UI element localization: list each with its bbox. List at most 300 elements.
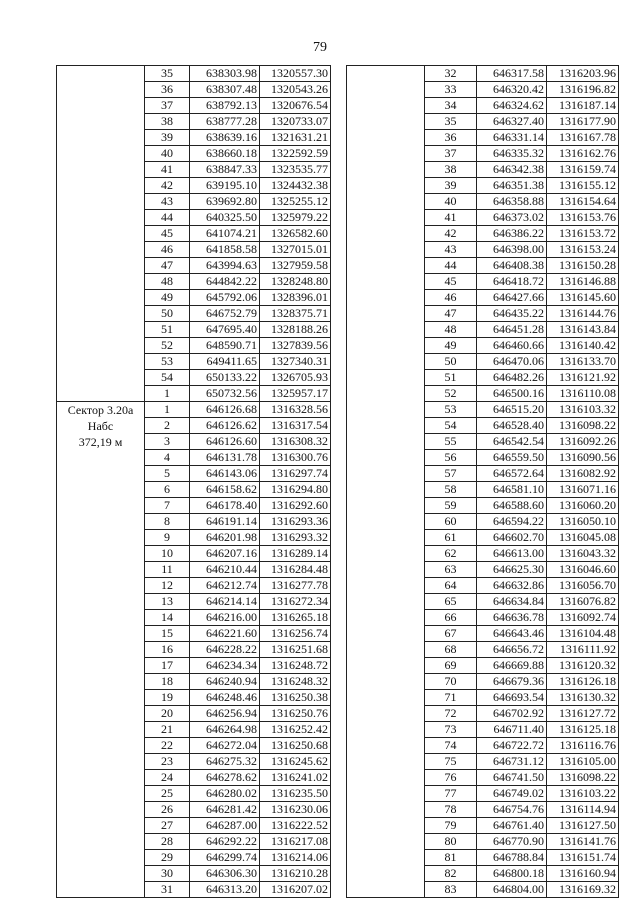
point-number-cell: 67 — [425, 626, 477, 642]
point-number-cell: 20 — [145, 706, 190, 722]
x-coordinate-cell: 646602.70 — [477, 530, 547, 546]
point-number-cell: 30 — [145, 866, 190, 882]
x-coordinate-cell: 646770.90 — [477, 834, 547, 850]
x-coordinate-cell: 646351.38 — [477, 178, 547, 194]
point-number-cell: 74 — [425, 738, 477, 754]
point-number-cell: 47 — [425, 306, 477, 322]
x-coordinate-cell: 646299.74 — [190, 850, 260, 866]
point-number-cell: 48 — [145, 274, 190, 290]
y-coordinate-cell: 1316294.80 — [260, 482, 331, 498]
x-coordinate-cell: 646500.16 — [477, 386, 547, 402]
x-coordinate-cell: 646643.46 — [477, 626, 547, 642]
x-coordinate-cell: 646761.40 — [477, 818, 547, 834]
y-coordinate-cell: 1316098.22 — [547, 418, 619, 434]
x-coordinate-cell: 646752.79 — [190, 306, 260, 322]
x-coordinate-cell: 646281.42 — [190, 802, 260, 818]
point-number-cell: 68 — [425, 642, 477, 658]
point-number-cell: 18 — [145, 674, 190, 690]
x-coordinate-cell: 646386.22 — [477, 226, 547, 242]
y-coordinate-cell: 1316133.70 — [547, 354, 619, 370]
x-coordinate-cell: 646201.98 — [190, 530, 260, 546]
y-coordinate-cell: 1316251.68 — [260, 642, 331, 658]
x-coordinate-cell: 646408.38 — [477, 258, 547, 274]
x-coordinate-cell: 646588.60 — [477, 498, 547, 514]
point-number-cell: 27 — [145, 818, 190, 834]
y-coordinate-cell: 1325255.12 — [260, 194, 331, 210]
y-coordinate-cell: 1316160.94 — [547, 866, 619, 882]
y-coordinate-cell: 1316300.76 — [260, 450, 331, 466]
y-coordinate-cell: 1316196.82 — [547, 82, 619, 98]
x-coordinate-cell: 646702.92 — [477, 706, 547, 722]
y-coordinate-cell: 1316277.78 — [260, 578, 331, 594]
y-coordinate-cell: 1316293.32 — [260, 530, 331, 546]
table-row — [347, 66, 619, 82]
x-coordinate-cell: 646126.60 — [190, 434, 260, 450]
y-coordinate-cell: 1326582.60 — [260, 226, 331, 242]
empty-label-cell — [347, 66, 425, 898]
y-coordinate-cell: 1316203.96 — [547, 66, 619, 82]
point-number-cell: 13 — [145, 594, 190, 610]
y-coordinate-cell: 1316045.08 — [547, 530, 619, 546]
x-coordinate-cell: 646711.40 — [477, 722, 547, 738]
point-number-cell: 82 — [425, 866, 477, 882]
x-coordinate-cell: 646731.12 — [477, 754, 547, 770]
x-coordinate-cell: 641858.58 — [190, 242, 260, 258]
x-coordinate-cell: 646373.02 — [477, 210, 547, 226]
x-coordinate-cell: 646292.22 — [190, 834, 260, 850]
x-coordinate-cell: 646126.68 — [190, 402, 260, 418]
y-coordinate-cell: 1320676.54 — [260, 98, 331, 114]
x-coordinate-cell: 646594.22 — [477, 514, 547, 530]
x-coordinate-cell: 646749.02 — [477, 786, 547, 802]
x-coordinate-cell: 646636.78 — [477, 610, 547, 626]
point-number-cell: 32 — [425, 66, 477, 82]
point-number-cell: 41 — [425, 210, 477, 226]
point-number-cell: 4 — [145, 450, 190, 466]
point-number-cell: 54 — [425, 418, 477, 434]
y-coordinate-cell: 1316114.94 — [547, 802, 619, 818]
x-coordinate-cell: 646214.14 — [190, 594, 260, 610]
x-coordinate-cell: 646398.00 — [477, 242, 547, 258]
x-coordinate-cell: 646143.06 — [190, 466, 260, 482]
y-coordinate-cell: 1316071.16 — [547, 482, 619, 498]
point-number-cell: 52 — [145, 338, 190, 354]
y-coordinate-cell: 1316103.22 — [547, 786, 619, 802]
table-row — [57, 402, 331, 418]
y-coordinate-cell: 1316187.14 — [547, 98, 619, 114]
point-number-cell: 50 — [425, 354, 477, 370]
x-coordinate-cell: 646572.64 — [477, 466, 547, 482]
point-number-cell: 37 — [145, 98, 190, 114]
y-coordinate-cell: 1316245.62 — [260, 754, 331, 770]
x-coordinate-cell: 646240.94 — [190, 674, 260, 690]
point-number-cell: 44 — [425, 258, 477, 274]
y-coordinate-cell: 1316177.90 — [547, 114, 619, 130]
x-coordinate-cell: 646342.38 — [477, 162, 547, 178]
point-number-cell: 5 — [145, 466, 190, 482]
x-coordinate-cell: 643994.63 — [190, 258, 260, 274]
y-coordinate-cell: 1316293.36 — [260, 514, 331, 530]
x-coordinate-cell: 646287.00 — [190, 818, 260, 834]
y-coordinate-cell: 1316308.32 — [260, 434, 331, 450]
y-coordinate-cell: 1316328.56 — [260, 402, 331, 418]
x-coordinate-cell: 648590.71 — [190, 338, 260, 354]
point-number-cell: 42 — [145, 178, 190, 194]
point-number-cell: 76 — [425, 770, 477, 786]
point-number-cell: 48 — [425, 322, 477, 338]
x-coordinate-cell: 646418.72 — [477, 274, 547, 290]
point-number-cell: 22 — [145, 738, 190, 754]
point-number-cell: 39 — [425, 178, 477, 194]
point-number-cell: 51 — [425, 370, 477, 386]
y-coordinate-cell: 1320557.30 — [260, 66, 331, 82]
point-number-cell: 25 — [145, 786, 190, 802]
x-coordinate-cell: 646335.32 — [477, 146, 547, 162]
x-coordinate-cell: 638307.48 — [190, 82, 260, 98]
x-coordinate-cell: 639195.10 — [190, 178, 260, 194]
x-coordinate-cell: 638777.28 — [190, 114, 260, 130]
y-coordinate-cell: 1316153.76 — [547, 210, 619, 226]
x-coordinate-cell: 645792.06 — [190, 290, 260, 306]
point-number-cell: 36 — [425, 130, 477, 146]
y-coordinate-cell: 1328396.01 — [260, 290, 331, 306]
point-number-cell: 35 — [145, 66, 190, 82]
y-coordinate-cell: 1326705.93 — [260, 370, 331, 386]
y-coordinate-cell: 1316127.50 — [547, 818, 619, 834]
point-number-cell: 8 — [145, 514, 190, 530]
point-number-cell: 17 — [145, 658, 190, 674]
y-coordinate-cell: 1316125.18 — [547, 722, 619, 738]
point-number-cell: 59 — [425, 498, 477, 514]
point-number-cell: 77 — [425, 786, 477, 802]
point-number-cell: 19 — [145, 690, 190, 706]
x-coordinate-cell: 646320.42 — [477, 82, 547, 98]
x-coordinate-cell: 646280.02 — [190, 786, 260, 802]
y-coordinate-cell: 1328248.80 — [260, 274, 331, 290]
point-number-cell: 75 — [425, 754, 477, 770]
point-number-cell: 43 — [145, 194, 190, 210]
y-coordinate-cell: 1316210.28 — [260, 866, 331, 882]
y-coordinate-cell: 1316230.06 — [260, 802, 331, 818]
point-number-cell: 34 — [425, 98, 477, 114]
x-coordinate-cell: 646788.84 — [477, 850, 547, 866]
point-number-cell: 50 — [145, 306, 190, 322]
point-number-cell: 11 — [145, 562, 190, 578]
y-coordinate-cell: 1316159.74 — [547, 162, 619, 178]
y-coordinate-cell: 1325979.22 — [260, 210, 331, 226]
x-coordinate-cell: 646559.50 — [477, 450, 547, 466]
point-number-cell: 45 — [145, 226, 190, 242]
y-coordinate-cell: 1316153.24 — [547, 242, 619, 258]
point-number-cell: 79 — [425, 818, 477, 834]
x-coordinate-cell: 646542.54 — [477, 434, 547, 450]
point-number-cell: 3 — [145, 434, 190, 450]
x-coordinate-cell: 646207.16 — [190, 546, 260, 562]
x-coordinate-cell: 646669.88 — [477, 658, 547, 674]
y-coordinate-cell: 1316256.74 — [260, 626, 331, 642]
x-coordinate-cell: 649411.65 — [190, 354, 260, 370]
x-coordinate-cell: 646470.06 — [477, 354, 547, 370]
y-coordinate-cell: 1324432.38 — [260, 178, 331, 194]
x-coordinate-cell: 646722.72 — [477, 738, 547, 754]
y-coordinate-cell: 1316145.60 — [547, 290, 619, 306]
x-coordinate-cell: 644842.22 — [190, 274, 260, 290]
x-coordinate-cell: 646178.40 — [190, 498, 260, 514]
y-coordinate-cell: 1316154.64 — [547, 194, 619, 210]
point-number-cell: 31 — [145, 882, 190, 898]
point-number-cell: 37 — [425, 146, 477, 162]
y-coordinate-cell: 1316289.14 — [260, 546, 331, 562]
point-number-cell: 15 — [145, 626, 190, 642]
x-coordinate-cell: 646126.62 — [190, 418, 260, 434]
y-coordinate-cell: 1316151.74 — [547, 850, 619, 866]
y-coordinate-cell: 1320543.26 — [260, 82, 331, 98]
point-number-cell: 49 — [425, 338, 477, 354]
point-number-cell: 40 — [145, 146, 190, 162]
point-number-cell: 46 — [425, 290, 477, 306]
x-coordinate-cell: 646228.22 — [190, 642, 260, 658]
point-number-cell: 53 — [145, 354, 190, 370]
point-number-cell: 21 — [145, 722, 190, 738]
y-coordinate-cell: 1316116.76 — [547, 738, 619, 754]
x-coordinate-cell: 646528.40 — [477, 418, 547, 434]
point-number-cell: 46 — [145, 242, 190, 258]
x-coordinate-cell: 646317.58 — [477, 66, 547, 82]
y-coordinate-cell: 1320733.07 — [260, 114, 331, 130]
y-coordinate-cell: 1316248.32 — [260, 674, 331, 690]
point-number-cell: 24 — [145, 770, 190, 786]
y-coordinate-cell: 1316317.54 — [260, 418, 331, 434]
x-coordinate-cell: 646306.30 — [190, 866, 260, 882]
y-coordinate-cell: 1325957.17 — [260, 386, 331, 402]
point-number-cell: 35 — [425, 114, 477, 130]
y-coordinate-cell: 1316284.48 — [260, 562, 331, 578]
y-coordinate-cell: 1316140.42 — [547, 338, 619, 354]
y-coordinate-cell: 1316120.32 — [547, 658, 619, 674]
point-number-cell: 44 — [145, 210, 190, 226]
y-coordinate-cell: 1316092.74 — [547, 610, 619, 626]
point-number-cell: 26 — [145, 802, 190, 818]
point-number-cell: 71 — [425, 690, 477, 706]
y-coordinate-cell: 1316103.32 — [547, 402, 619, 418]
point-number-cell: 64 — [425, 578, 477, 594]
point-number-cell: 78 — [425, 802, 477, 818]
point-number-cell: 81 — [425, 850, 477, 866]
point-number-cell: 38 — [425, 162, 477, 178]
y-coordinate-cell: 1316207.02 — [260, 882, 331, 898]
y-coordinate-cell: 1316150.28 — [547, 258, 619, 274]
x-coordinate-cell: 646451.28 — [477, 322, 547, 338]
x-coordinate-cell: 646581.10 — [477, 482, 547, 498]
x-coordinate-cell: 646804.00 — [477, 882, 547, 898]
point-number-cell: 36 — [145, 82, 190, 98]
point-number-cell: 61 — [425, 530, 477, 546]
point-number-cell: 52 — [425, 386, 477, 402]
point-number-cell: 16 — [145, 642, 190, 658]
y-coordinate-cell: 1316121.92 — [547, 370, 619, 386]
y-coordinate-cell: 1316169.32 — [547, 882, 619, 898]
page-number: 79 — [313, 40, 327, 55]
point-number-cell: 1 — [145, 402, 190, 418]
y-coordinate-cell: 1316292.60 — [260, 498, 331, 514]
point-number-cell: 41 — [145, 162, 190, 178]
point-number-cell: 63 — [425, 562, 477, 578]
x-coordinate-cell: 646327.40 — [477, 114, 547, 130]
point-number-cell: 40 — [425, 194, 477, 210]
point-number-cell: 80 — [425, 834, 477, 850]
y-coordinate-cell: 1316235.50 — [260, 786, 331, 802]
point-number-cell: 56 — [425, 450, 477, 466]
x-coordinate-cell: 638792.13 — [190, 98, 260, 114]
y-coordinate-cell: 1328188.26 — [260, 322, 331, 338]
y-coordinate-cell: 1316056.70 — [547, 578, 619, 594]
y-coordinate-cell: 1316076.82 — [547, 594, 619, 610]
point-number-cell: 54 — [145, 370, 190, 386]
point-number-cell: 83 — [425, 882, 477, 898]
y-coordinate-cell: 1316043.32 — [547, 546, 619, 562]
x-coordinate-cell: 638660.18 — [190, 146, 260, 162]
x-coordinate-cell: 646275.32 — [190, 754, 260, 770]
x-coordinate-cell: 646216.00 — [190, 610, 260, 626]
y-coordinate-cell: 1316250.76 — [260, 706, 331, 722]
y-coordinate-cell: 1316248.72 — [260, 658, 331, 674]
x-coordinate-cell: 646131.78 — [190, 450, 260, 466]
point-number-cell: 58 — [425, 482, 477, 498]
y-coordinate-cell: 1316162.76 — [547, 146, 619, 162]
point-number-cell: 12 — [145, 578, 190, 594]
y-coordinate-cell: 1316297.74 — [260, 466, 331, 482]
x-coordinate-cell: 646278.62 — [190, 770, 260, 786]
y-coordinate-cell: 1316110.08 — [547, 386, 619, 402]
empty-label-cell — [57, 66, 145, 402]
point-number-cell: 51 — [145, 322, 190, 338]
right-coordinate-table — [346, 65, 619, 898]
x-coordinate-cell: 646313.20 — [190, 882, 260, 898]
x-coordinate-cell: 638639.16 — [190, 130, 260, 146]
y-coordinate-cell: 1316217.08 — [260, 834, 331, 850]
point-number-cell: 1 — [145, 386, 190, 402]
table-row — [57, 66, 331, 82]
x-coordinate-cell: 646482.26 — [477, 370, 547, 386]
point-number-cell: 29 — [145, 850, 190, 866]
y-coordinate-cell: 1316272.34 — [260, 594, 331, 610]
x-coordinate-cell: 641074.21 — [190, 226, 260, 242]
y-coordinate-cell: 1316082.92 — [547, 466, 619, 482]
x-coordinate-cell: 640325.50 — [190, 210, 260, 226]
sector-label-line: Набс — [87, 419, 114, 433]
point-number-cell: 6 — [145, 482, 190, 498]
point-number-cell: 10 — [145, 546, 190, 562]
x-coordinate-cell: 646331.14 — [477, 130, 547, 146]
x-coordinate-cell: 646256.94 — [190, 706, 260, 722]
point-number-cell: 70 — [425, 674, 477, 690]
y-coordinate-cell: 1316167.78 — [547, 130, 619, 146]
y-coordinate-cell: 1323535.77 — [260, 162, 331, 178]
y-coordinate-cell: 1327015.01 — [260, 242, 331, 258]
x-coordinate-cell: 646634.84 — [477, 594, 547, 610]
y-coordinate-cell: 1322592.59 — [260, 146, 331, 162]
y-coordinate-cell: 1316155.12 — [547, 178, 619, 194]
y-coordinate-cell: 1316060.20 — [547, 498, 619, 514]
x-coordinate-cell: 646515.20 — [477, 402, 547, 418]
x-coordinate-cell: 646264.98 — [190, 722, 260, 738]
point-number-cell: 66 — [425, 610, 477, 626]
x-coordinate-cell: 646248.46 — [190, 690, 260, 706]
x-coordinate-cell: 646221.60 — [190, 626, 260, 642]
point-number-cell: 45 — [425, 274, 477, 290]
x-coordinate-cell: 646800.18 — [477, 866, 547, 882]
x-coordinate-cell: 650133.22 — [190, 370, 260, 386]
y-coordinate-cell: 1316111.92 — [547, 642, 619, 658]
point-number-cell: 49 — [145, 290, 190, 306]
x-coordinate-cell: 646234.34 — [190, 658, 260, 674]
point-number-cell: 43 — [425, 242, 477, 258]
point-number-cell: 55 — [425, 434, 477, 450]
x-coordinate-cell: 646693.54 — [477, 690, 547, 706]
y-coordinate-cell: 1316050.10 — [547, 514, 619, 530]
point-number-cell: 60 — [425, 514, 477, 530]
x-coordinate-cell: 638303.98 — [190, 66, 260, 82]
y-coordinate-cell: 1316214.06 — [260, 850, 331, 866]
y-coordinate-cell: 1316127.72 — [547, 706, 619, 722]
x-coordinate-cell: 646210.44 — [190, 562, 260, 578]
y-coordinate-cell: 1316265.18 — [260, 610, 331, 626]
y-coordinate-cell: 1316241.02 — [260, 770, 331, 786]
x-coordinate-cell: 646158.62 — [190, 482, 260, 498]
x-coordinate-cell: 646632.86 — [477, 578, 547, 594]
x-coordinate-cell: 646679.36 — [477, 674, 547, 690]
x-coordinate-cell: 647695.40 — [190, 322, 260, 338]
y-coordinate-cell: 1327959.58 — [260, 258, 331, 274]
x-coordinate-cell: 646191.14 — [190, 514, 260, 530]
y-coordinate-cell: 1327340.31 — [260, 354, 331, 370]
y-coordinate-cell: 1316092.26 — [547, 434, 619, 450]
y-coordinate-cell: 1316250.38 — [260, 690, 331, 706]
x-coordinate-cell: 646754.76 — [477, 802, 547, 818]
y-coordinate-cell: 1316130.32 — [547, 690, 619, 706]
y-coordinate-cell: 1316250.68 — [260, 738, 331, 754]
y-coordinate-cell: 1328375.71 — [260, 306, 331, 322]
point-number-cell: 23 — [145, 754, 190, 770]
x-coordinate-cell: 646435.22 — [477, 306, 547, 322]
x-coordinate-cell: 646460.66 — [477, 338, 547, 354]
y-coordinate-cell: 1316222.52 — [260, 818, 331, 834]
point-number-cell: 33 — [425, 82, 477, 98]
y-coordinate-cell: 1327839.56 — [260, 338, 331, 354]
sector-label-cell — [57, 402, 145, 898]
y-coordinate-cell: 1316146.88 — [547, 274, 619, 290]
x-coordinate-cell: 646741.50 — [477, 770, 547, 786]
x-coordinate-cell: 650732.56 — [190, 386, 260, 402]
point-number-cell: 72 — [425, 706, 477, 722]
y-coordinate-cell: 1316046.60 — [547, 562, 619, 578]
sector-label-line: 372,19 м — [78, 435, 123, 449]
y-coordinate-cell: 1316143.84 — [547, 322, 619, 338]
y-coordinate-cell: 1316141.76 — [547, 834, 619, 850]
x-coordinate-cell: 646212.74 — [190, 578, 260, 594]
x-coordinate-cell: 639692.80 — [190, 194, 260, 210]
left-coordinate-table — [56, 65, 331, 898]
point-number-cell: 39 — [145, 130, 190, 146]
point-number-cell: 28 — [145, 834, 190, 850]
point-number-cell: 62 — [425, 546, 477, 562]
point-number-cell: 47 — [145, 258, 190, 274]
y-coordinate-cell: 1321631.21 — [260, 130, 331, 146]
point-number-cell: 69 — [425, 658, 477, 674]
x-coordinate-cell: 646272.04 — [190, 738, 260, 754]
x-coordinate-cell: 646427.66 — [477, 290, 547, 306]
point-number-cell: 42 — [425, 226, 477, 242]
